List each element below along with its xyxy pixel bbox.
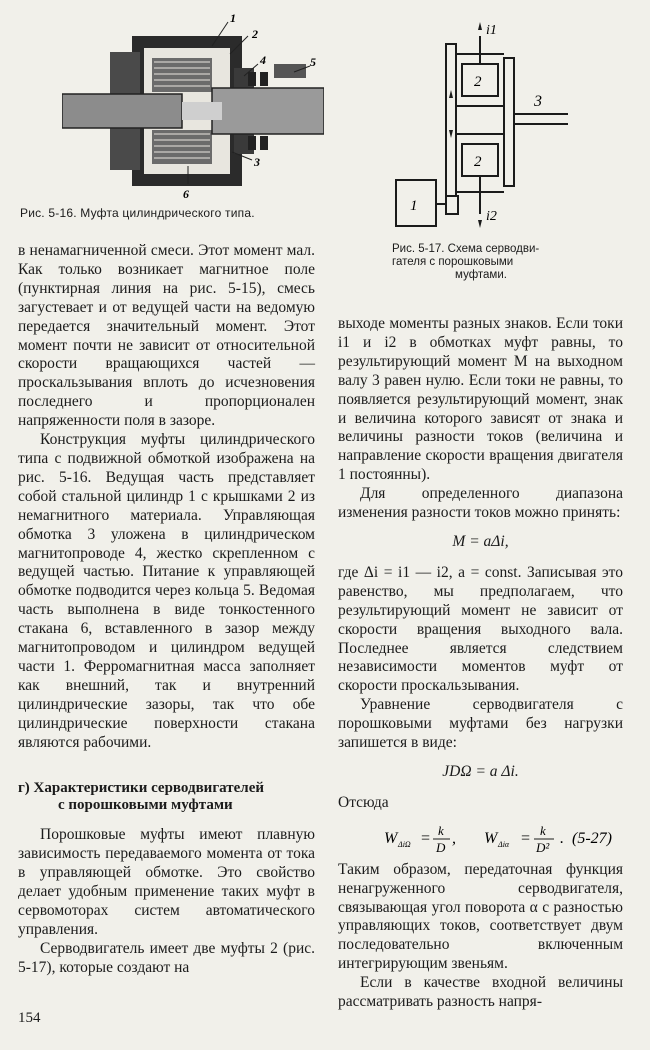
f527-dot: . xyxy=(560,829,564,847)
heading-line-2: с порошковыми муфтами xyxy=(58,797,233,814)
left-paragraph-3: Порошковые муфты имеют плавную зависимость передаваемого момента от тока в управляющей обмотке. Это свойство делает удобным применение таких муфт в сервомоторах систем автоматического управления. xyxy=(18,826,315,938)
heading-line-1: г) Характеристики серводвигателей xyxy=(18,780,264,797)
fig1-label-2: 2 xyxy=(252,27,258,41)
figure-5-16-caption: Рис. 5-16. Муфта цилиндрического типа. xyxy=(20,206,255,220)
right-paragraph-2: Для определенного диапазона изменения разности токов можно принять: xyxy=(338,485,623,522)
fig2-label-clutch-top: 2 xyxy=(474,74,482,90)
left-paragraph-2: Конструкция муфты цилиндрического типа с подвижной обмоткой изображена на рис. 5-16. Ведущая часть представляет собой стальной цилиндр 1 с крышками 2 из немагнитного материала. Управляющая обмотка 3 уложена в цилиндрическом магнитопроводе 4, жестко скрепленном с ведущей частью. Питание к управляющей обмотке подводится через кольца 5. Ведомая часть выполнена в виде тонкостенного стакана 6, вставленного в зазор между магнитопроводом и цилиндром ведущей части 1. Ферромагнитная масса заполняет как внешний, так и внутренний цилиндрические зазоры, так что обе цилиндрические поверхности стакана являются рабочими. xyxy=(18,431,315,751)
fig1-label-5: 5 xyxy=(310,55,316,69)
formula-servomotor-equation: JDΩ = a Δi. xyxy=(442,762,519,780)
f527-eq1: = xyxy=(420,829,431,847)
fig2-label-clutch-bottom: 2 xyxy=(474,154,482,170)
formula-5-27 xyxy=(338,821,623,855)
f527-w2: W xyxy=(484,829,498,847)
f527-sub1: ΔiΩ xyxy=(398,839,411,849)
right-shaft xyxy=(212,88,324,134)
f527-comma: , xyxy=(452,829,456,847)
figure-5-16-clutch-drawing xyxy=(62,6,324,202)
right-paragraph-1: выходе моменты разных знаков. Если токи i1 и i2 в обмотках муфт равны, то результирующий момент M на выходном валу 3 равен нулю. Если токи не равны, то появляется результирующий момент, знак и величина которого зависят от знака и величины разности токов (величина и направление скорости вращения двигателя 1 постоянны). xyxy=(338,315,623,484)
f527-d2: D² xyxy=(536,839,550,855)
right-paragraph-4: Уравнение серводвигателя с порошковыми муфтами без нагрузки запишется в виде: xyxy=(338,696,623,752)
left-paragraph-4: Серводвигатель имеет две муфты 2 (рис. 5-17), которые создают на xyxy=(18,939,315,976)
f527-sub2: Δiα xyxy=(498,839,510,849)
f527-number: (5-27) xyxy=(572,829,612,847)
f527-k1: k xyxy=(438,822,444,838)
fig2-label-shaft: 3 xyxy=(534,93,542,110)
f527-eq2: = xyxy=(520,829,531,847)
page-number: 154 xyxy=(18,1010,41,1026)
fig2-label-i2: i2 xyxy=(486,209,497,224)
left-paragraph-1: в ненамагниченной смеси. Этот момент мал. Как только возникает магнитное поле (пунктирная линия на рис. 5-15), смесь загустевает и от ведущей части на ведомую передается значительный момент. Этот момент почти не зависит от относительной скорости вращающихся частей — проскальзывания вплоть до исчезновения последнего и пропорционален напряженности поля в зазоре. xyxy=(18,242,315,430)
figure-5-17-caption xyxy=(392,243,570,282)
fig1-label-3: 3 xyxy=(254,155,260,169)
f527-k2: k xyxy=(540,822,546,838)
fig2-label-motor: 1 xyxy=(410,198,418,214)
left-text-column xyxy=(18,242,315,978)
fig2-caption-line3: муфтами. xyxy=(455,269,507,281)
fig2-caption-line2: гателя с порошковыми xyxy=(392,256,514,268)
section-heading xyxy=(18,780,315,814)
right-paragraph-6: Таким образом, передаточная функция ненагруженного серводвигателя, связывающая угол поворота α с разностью управляющих токов, соответствует двум последовательно включенным интегрирующим звеньям. xyxy=(338,860,623,973)
right-text-column xyxy=(338,315,623,1012)
formula-m-equals-a-delta-i: M = aΔi, xyxy=(452,532,509,550)
formula-5-27-svg xyxy=(338,821,623,855)
f527-w1: W xyxy=(384,829,398,847)
left-shaft xyxy=(62,94,182,128)
fig2-label-i1: i1 xyxy=(486,23,497,38)
fig1-label-6: 6 xyxy=(183,187,189,201)
figure-5-17-servomotor-diagram xyxy=(392,14,568,238)
fig2-caption-line1: Рис. 5-17. Схема серводви- xyxy=(392,243,540,255)
right-paragraph-7: Если в качестве входной величины рассматривать разность напря- xyxy=(338,974,623,1011)
right-paragraph-5: Отсюда xyxy=(338,793,389,811)
fig1-label-1: 1 xyxy=(230,11,236,25)
fig1-label-4: 4 xyxy=(260,53,266,67)
f527-d1: D xyxy=(436,839,446,855)
right-paragraph-3: где Δi = i1 — i2, a = const. Записывая это равенство, мы предполагаем, что результирующий момент не зависит от скорости вращения выходного вала. Последнее является следствием независимости моментов муфт от скорости проскальзывания. xyxy=(338,563,623,695)
